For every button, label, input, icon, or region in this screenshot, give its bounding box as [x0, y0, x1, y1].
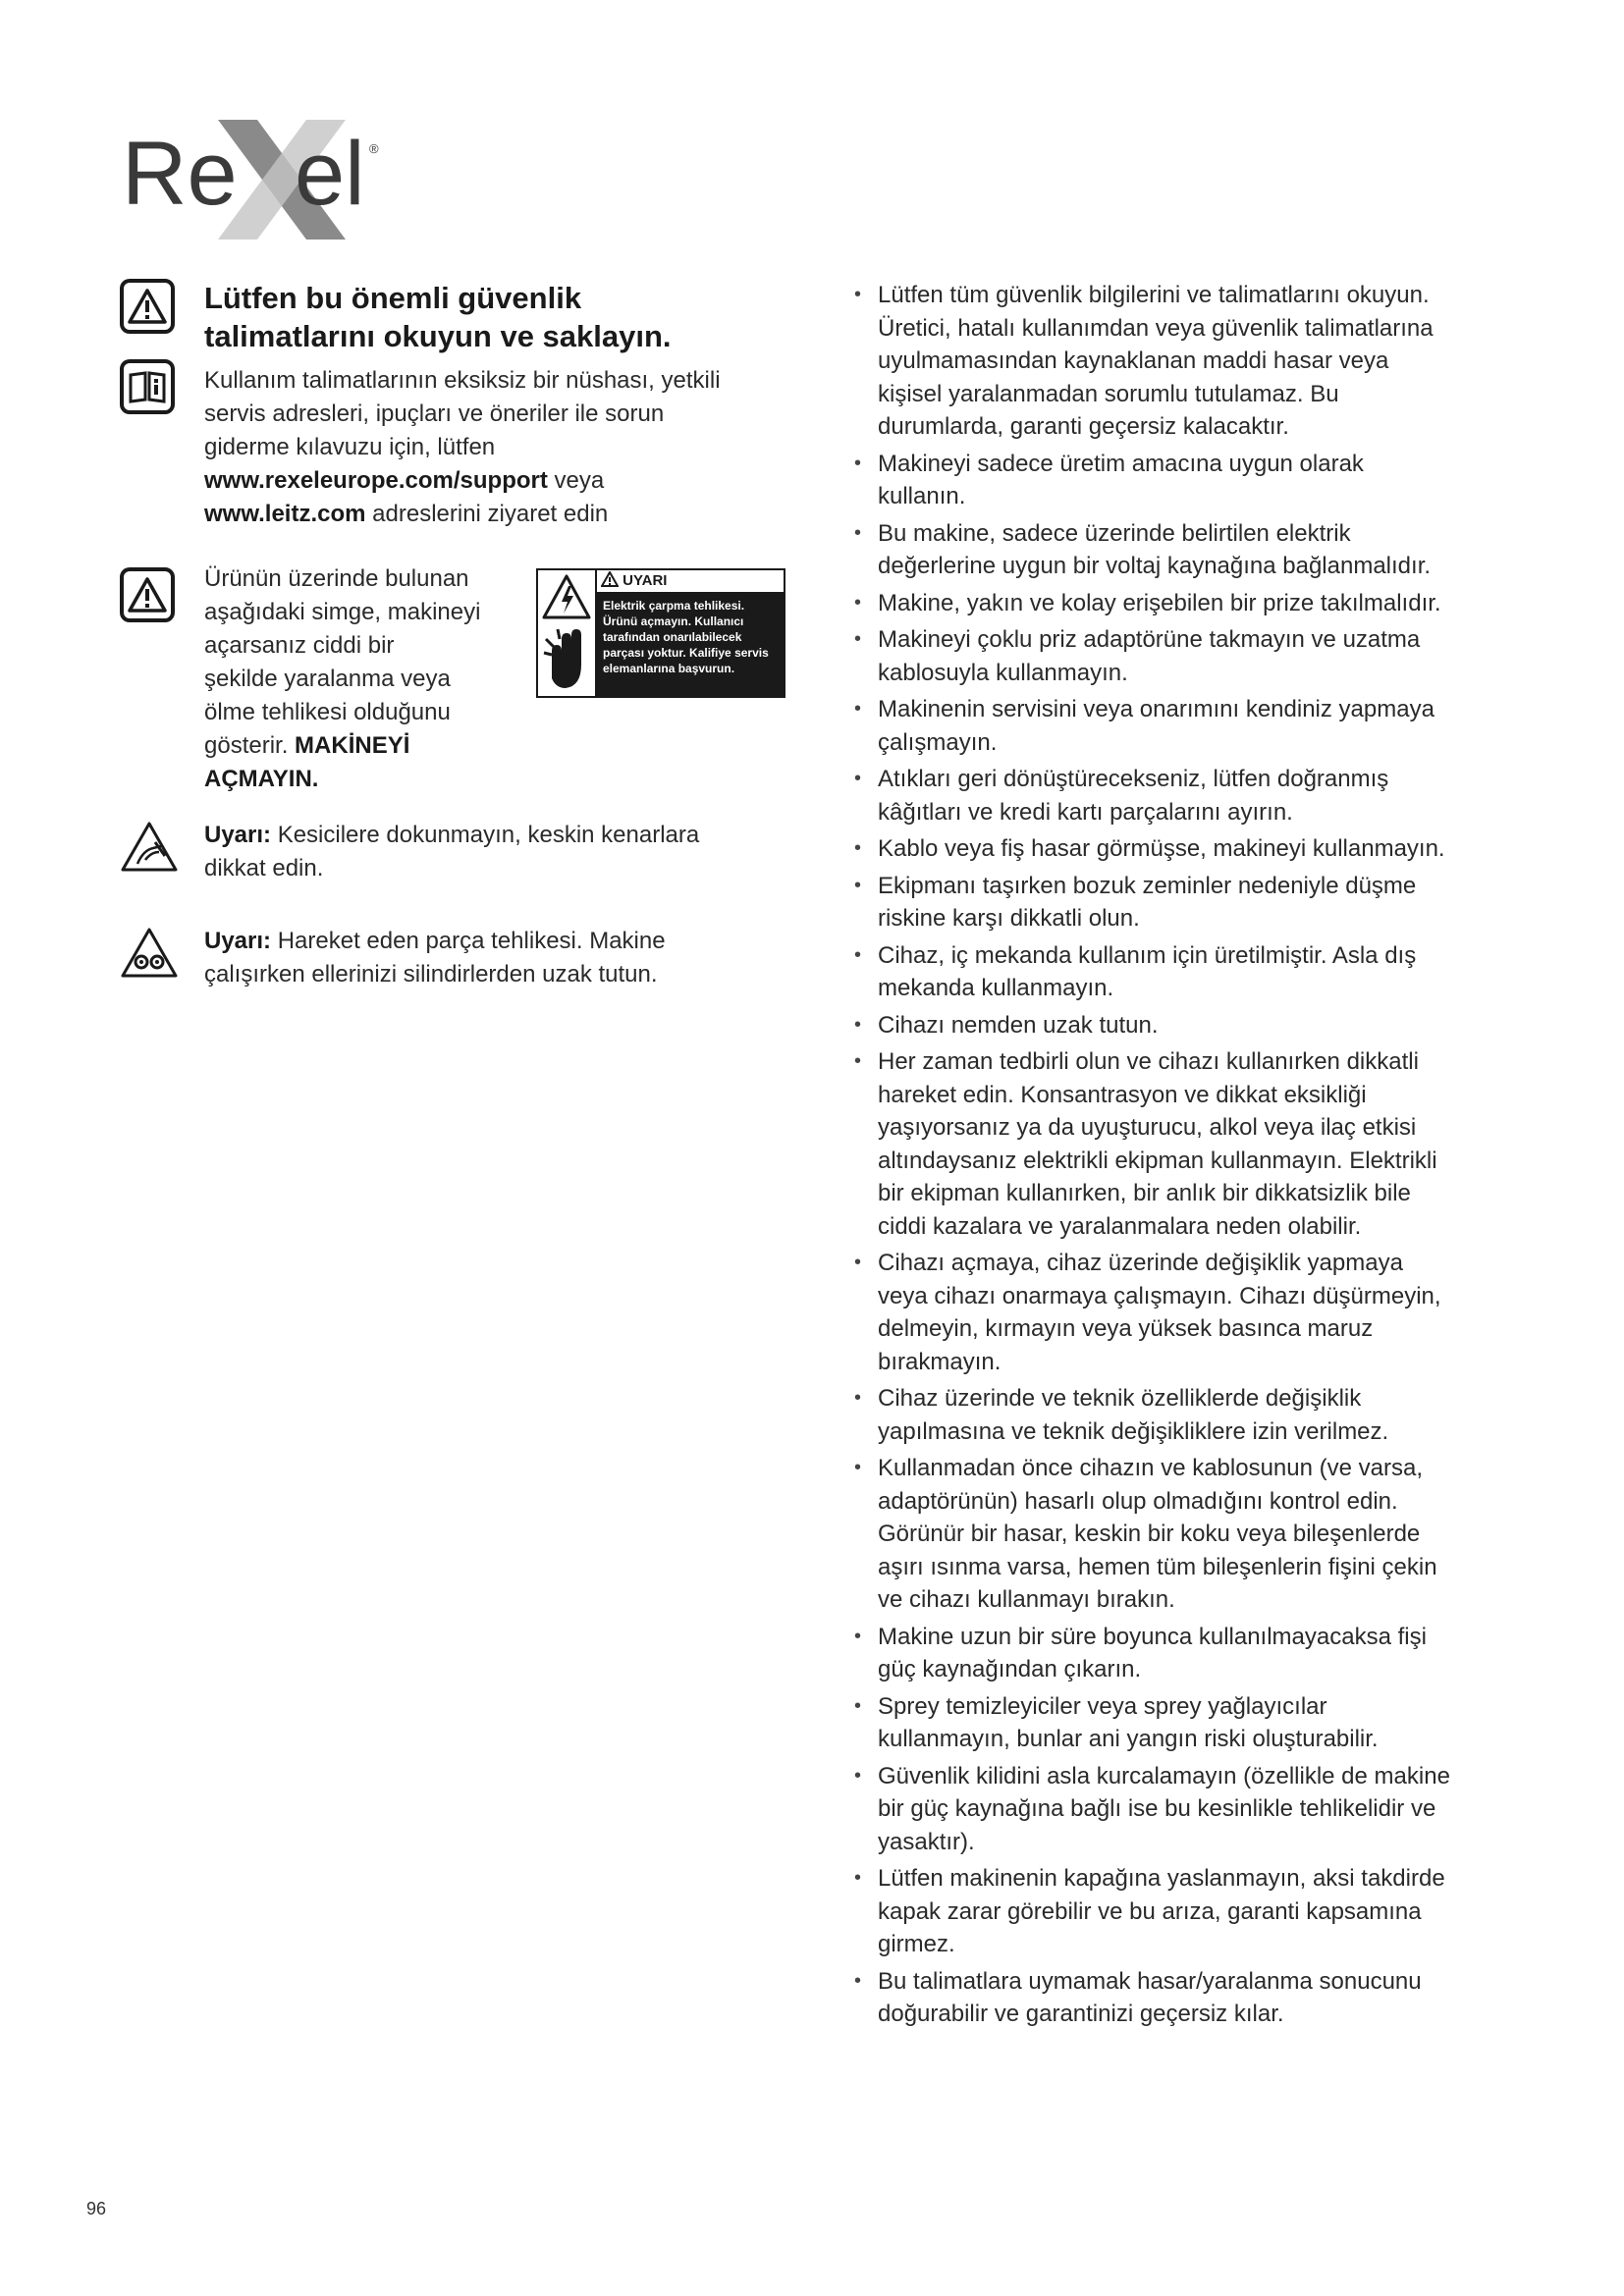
cut-warning: Uyarı: Kesicilere dokunmayın, keskin kenarlara dikkat edin. [204, 822, 700, 881]
safety-rule-item: • Cihazı nemden uzak tutun. [850, 1009, 1518, 1042]
safety-rule-item: • Makine uzun bir süre boyunca kullanılmayacaksa fişi güç kaynağından çıkarın. [850, 1621, 1518, 1686]
safety-rule-item: • Cihaz üzerinde ve teknik özelliklerde değişiklik yapılmasına ve teknik değişikliklere izin verilmez. [850, 1382, 1518, 1448]
svg-text:el: el [295, 124, 365, 224]
page-number: 96 [86, 2199, 107, 2218]
moving-parts-warning: Uyarı: Hareket eden parça tehlikesi. Makine çalışırken ellerinizi silindirlerden uzak tutun. [204, 928, 666, 988]
safety-rule-item: • Bu talimatlara uymamak hasar/yaralanma sonucunu doğurabilir ve garantinizi geçersiz kılar. [850, 1965, 1518, 2031]
cut-hazard-icon [120, 821, 179, 870]
registered-mark: ® [369, 141, 379, 156]
safety-rule-item: • Lütfen tüm güvenlik bilgilerini ve talimatlarını okuyun. Üretici, hatalı kullanımdan veya güvenlik talimatlarına uyulmamasından kaynaklanan maddi hasar veya kişisel yaralanmadan sorumlu tutulamaz. Bu durumlarda, garanti geçersiz kalacaktır. [850, 279, 1518, 444]
svg-text:Re: Re [122, 124, 238, 224]
label-body: Elektrik çarpma tehlikesi. Ürünü açmayın. Kullanıcı tarafından onarılabilecek parçası yoktur. Kalifiye servis elemanlarına başvurun. [597, 594, 784, 696]
manual-info-paragraph: Kullanım talimatlarının eksiksiz bir nüshası, yetkili servis adresleri, ipuçları ve öneriler ile sorun giderme kılavuzu için, lütfen www.rexeleurope.com/support veya www.leitz.com adreslerini ziyaret edin [204, 367, 721, 527]
warning-triangle-icon-2 [120, 567, 175, 622]
safety-rule-item: • Her zaman tedbirli olun ve cihazı kullanırken dikkatli hareket edin. Konsantrasyon ve dikkat eksikliği yaşıyorsanız ya da uyuşturucu, alkol veya ilaç etkisi altındaysanız elektrikli ekipman kullanmayın. Elektrikli bir ekipman kullanırken, bir anlık bir dikkatsizlik bile ciddi kazalara ve yaralanmalara neden olabilir. [850, 1045, 1518, 1243]
safety-rule-item: • Güvenlik kilidini asla kurcalamayın (özellikle de makine bir güç kaynağına bağlı ise bu kesinlikle tehlikelidir ve yasaktır). [850, 1760, 1518, 1859]
safety-rule-item: • Cihaz, iç mekanda kullanım için üretilmiştir. Asla dış mekanda kullanmayın. [850, 939, 1518, 1005]
safety-rule-item: • Kablo veya fiş hasar görmüşse, makineyi kullanmayın. [850, 832, 1518, 866]
safety-rule-item: • Makineyi sadece üretim amacına uygun olarak kullanın. [850, 448, 1518, 513]
safety-rule-item: • Sprey temizleyiciler veya sprey yağlayıcılar kullanmayın, bunlar ani yangın riski oluşturabilir. [850, 1690, 1518, 1756]
manual-book-icon [120, 359, 175, 414]
safety-rule-item: • Lütfen makinenin kapağına yaslanmayın, aksi takdirde kapak zarar görebilir ve bu arıza, garanti kapsamına girmez. [850, 1862, 1518, 1961]
safety-rule-item: • Makinenin servisini veya onarımını kendiniz yapmaya çalışmayın. [850, 693, 1518, 759]
safety-rule-item: • Makine, yakın ve kolay erişebilen bir prize takılmalıdır. [850, 587, 1518, 620]
safety-rules-list [850, 279, 1518, 2031]
safety-rule-item: • Atıkları geri dönüştürecekseniz, lütfen doğranmış kâğıtları ve kredi kartı parçalarını ayırın. [850, 763, 1518, 828]
rexel-logo [120, 114, 379, 251]
label-icons [538, 570, 597, 696]
symbol-explanation: Ürünün üzerinde bulunan aşağıdaki simge, makineyi açarsanız ciddi bir şekilde yaralanma veya ölme tehlikesi olduğunu gösterir. MAKİNEYİ AÇMAYIN. [204, 565, 481, 792]
safety-rules-column [850, 279, 1518, 2035]
safety-rule-item: • Kullanmadan önce cihazın ve kablosunun (ve varsa, adaptörünün) hasarlı olup olmadığını kontrol edin. Görünür bir hasar, keskin bir koku veya bileşenlerde aşırı ısınma varsa, hemen tüm bileşenlerin fişini çekin ve cihazı kullanmayı bırakın. [850, 1452, 1518, 1617]
safety-heading: Lütfen bu önemli güvenlik talimatlarını okuyun ve saklayın. [204, 281, 672, 353]
leitz-link[interactable]: www.leitz.com [204, 501, 366, 527]
logo-letters [120, 114, 375, 241]
safety-rule-item: • Bu makine, sadece üzerinde belirtilen elektrik değerlerine uygun bir voltaj kaynağına bağlanmalıdır. [850, 517, 1518, 583]
support-link[interactable]: www.rexeleurope.com/support [204, 467, 548, 494]
label-warning-icon [601, 571, 619, 587]
label-title: UYARI [597, 570, 784, 594]
shock-warning-label [536, 568, 785, 698]
safety-rule-item: • Makineyi çoklu priz adaptörüne takmayın ve uzatma kablosuyla kullanmayın. [850, 623, 1518, 689]
warning-triangle-icon [120, 279, 175, 334]
moving-parts-icon [120, 927, 179, 980]
safety-rule-item: • Cihazı açmaya, cihaz üzerinde değişiklik yapmaya veya cihazı onarmaya çalışmayın. Cihazı düşürmeyin, delmeyin, kırmayın veya yüksek basınca maruz bırakmayın. [850, 1247, 1518, 1378]
safety-rule-item: • Ekipmanı taşırken bozuk zeminler nedeniyle düşme riskine karşı dikkatli olun. [850, 870, 1518, 935]
